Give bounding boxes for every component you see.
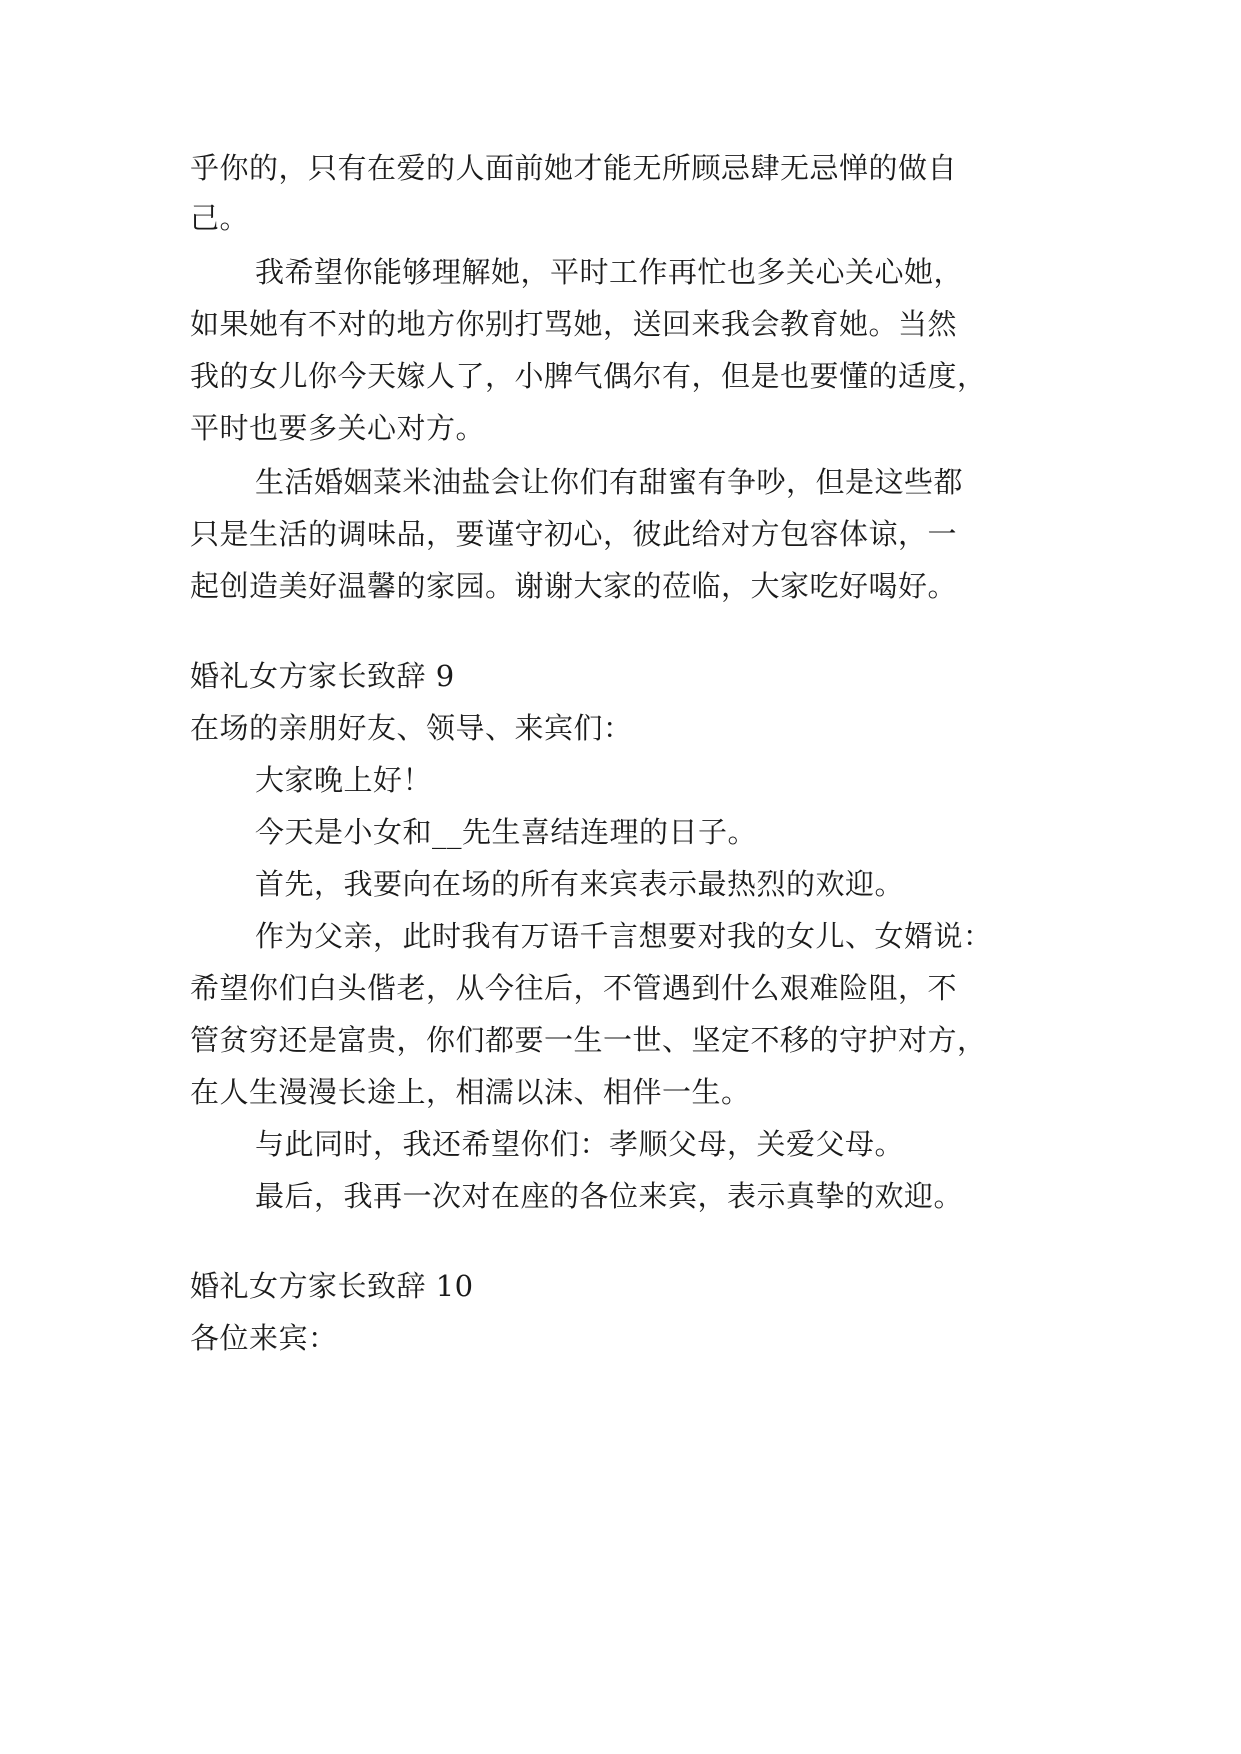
paragraph-line: 最后，我再一次对在座的各位来宾，表示真挚的欢迎。 <box>255 1179 964 1213</box>
paragraph-line: 在人生漫漫长途上，相濡以沫、相伴一生。 <box>190 1075 751 1109</box>
paragraph-line: 己。 <box>190 201 250 235</box>
paragraph-line: 如果她有不对的地方你别打骂她，送回来我会教育她。当然 <box>190 307 958 341</box>
greeting: 大家晚上好！ <box>255 763 433 797</box>
salutation: 各位来宾： <box>190 1321 338 1355</box>
paragraph-line: 我的女儿你今天嫁人了，小脾气偶尔有，但是也要懂的适度， <box>190 359 987 393</box>
paragraph-line: 管贫穷还是富贵，你们都要一生一世、坚定不移的守护对方， <box>190 1023 987 1057</box>
paragraph-line: 首先，我要向在场的所有来宾表示最热烈的欢迎。 <box>255 867 905 901</box>
paragraph-line: 希望你们白头偕老，从今往后，不管遇到什么艰难险阻，不 <box>190 971 958 1005</box>
paragraph-line: 只是生活的调味品，要谨守初心，彼此给对方包容体谅，一 <box>190 517 958 551</box>
section-title: 婚礼女方家长致辞 10 <box>190 1269 474 1303</box>
salutation: 在场的亲朋好友、领导、来宾们： <box>190 711 633 745</box>
paragraph-line: 生活婚姻菜米油盐会让你们有甜蜜有争吵，但是这些都 <box>255 465 964 499</box>
paragraph-line: 乎你的，只有在爱的人面前她才能无所顾忌肆无忌惮的做自 <box>190 151 958 185</box>
paragraph-line: 作为父亲，此时我有万语千言想要对我的女儿、女婿说： <box>255 919 993 953</box>
paragraph-line: 平时也要多关心对方。 <box>190 411 486 445</box>
section-title: 婚礼女方家长致辞 9 <box>190 659 455 693</box>
paragraph-line: 今天是小女和__先生喜结连理的日子。 <box>255 815 758 849</box>
paragraph-line: 与此同时，我还希望你们：孝顺父母，关爱父母。 <box>255 1127 905 1161</box>
paragraph-line: 起创造美好温馨的家园。谢谢大家的莅临，大家吃好喝好。 <box>190 569 958 603</box>
paragraph-line: 我希望你能够理解她，平时工作再忙也多关心关心她， <box>255 255 964 289</box>
